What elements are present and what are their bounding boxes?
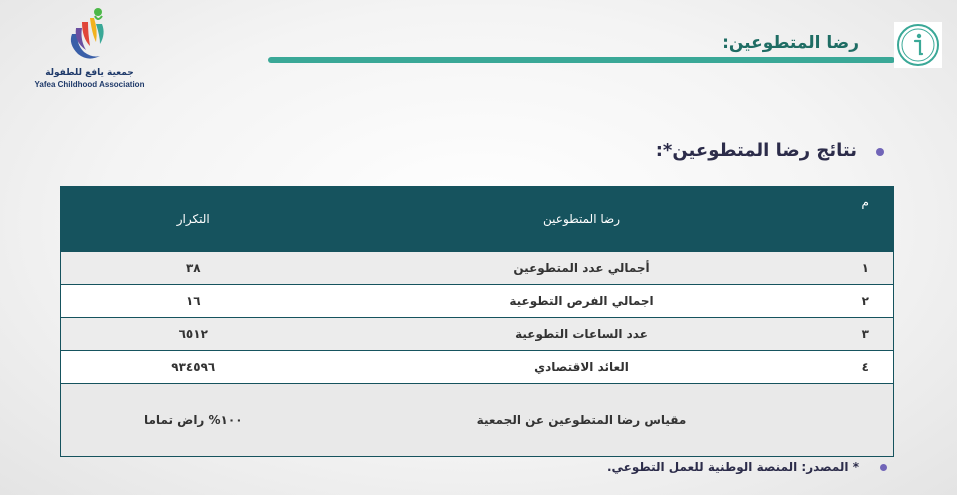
cell-frequency: ٩٣٤٥٩٦ (61, 351, 326, 384)
results-table (60, 186, 894, 457)
header-frequency: التكرار (61, 187, 326, 252)
section-bullet-icon (876, 148, 884, 156)
table-row (61, 318, 894, 351)
cell-item: مقياس رضا المتطوعين عن الجمعية (326, 384, 838, 457)
page-title: رضا المتطوعين: (722, 33, 859, 53)
info-icon (894, 22, 942, 68)
cell-item: أجمالي عدد المتطوعين (326, 252, 838, 285)
cell-number: ١ (838, 252, 894, 285)
table-header-row (61, 187, 894, 252)
cell-item: اجمالي الفرص التطوعية (326, 285, 838, 318)
cell-number: ٤ (838, 351, 894, 384)
section-title: نتائج رضا المتطوعين*: (655, 140, 857, 161)
cell-frequency: ١٦ (61, 285, 326, 318)
table-row (61, 351, 894, 384)
cell-number: ٣ (838, 318, 894, 351)
logo-english-name: Yafea Childhood Association (34, 80, 145, 89)
info-badge (894, 22, 942, 68)
table-row (61, 384, 894, 457)
cell-frequency: ١٠٠% راض تماما (61, 384, 326, 457)
association-logo (22, 4, 157, 94)
header-item: رضا المتطوعين (326, 187, 838, 252)
cell-item: عدد الساعات التطوعية (326, 318, 838, 351)
header-divider (268, 57, 895, 63)
cell-frequency: ٦٥١٢ (61, 318, 326, 351)
header-number: م (838, 187, 894, 252)
table-row (61, 285, 894, 318)
cell-item: العائد الاقتصادي (326, 351, 838, 384)
logo-arabic-name: جمعية يافع للطفولة (45, 68, 134, 78)
cell-number (838, 384, 894, 457)
cell-frequency: ٣٨ (61, 252, 326, 285)
footnote-bullet-icon (880, 464, 887, 471)
source-footnote: * المصدر: المنصة الوطنية للعمل التطوعي. (606, 460, 859, 474)
table-row (61, 252, 894, 285)
hands-logo-icon (62, 4, 112, 66)
cell-number: ٢ (838, 285, 894, 318)
